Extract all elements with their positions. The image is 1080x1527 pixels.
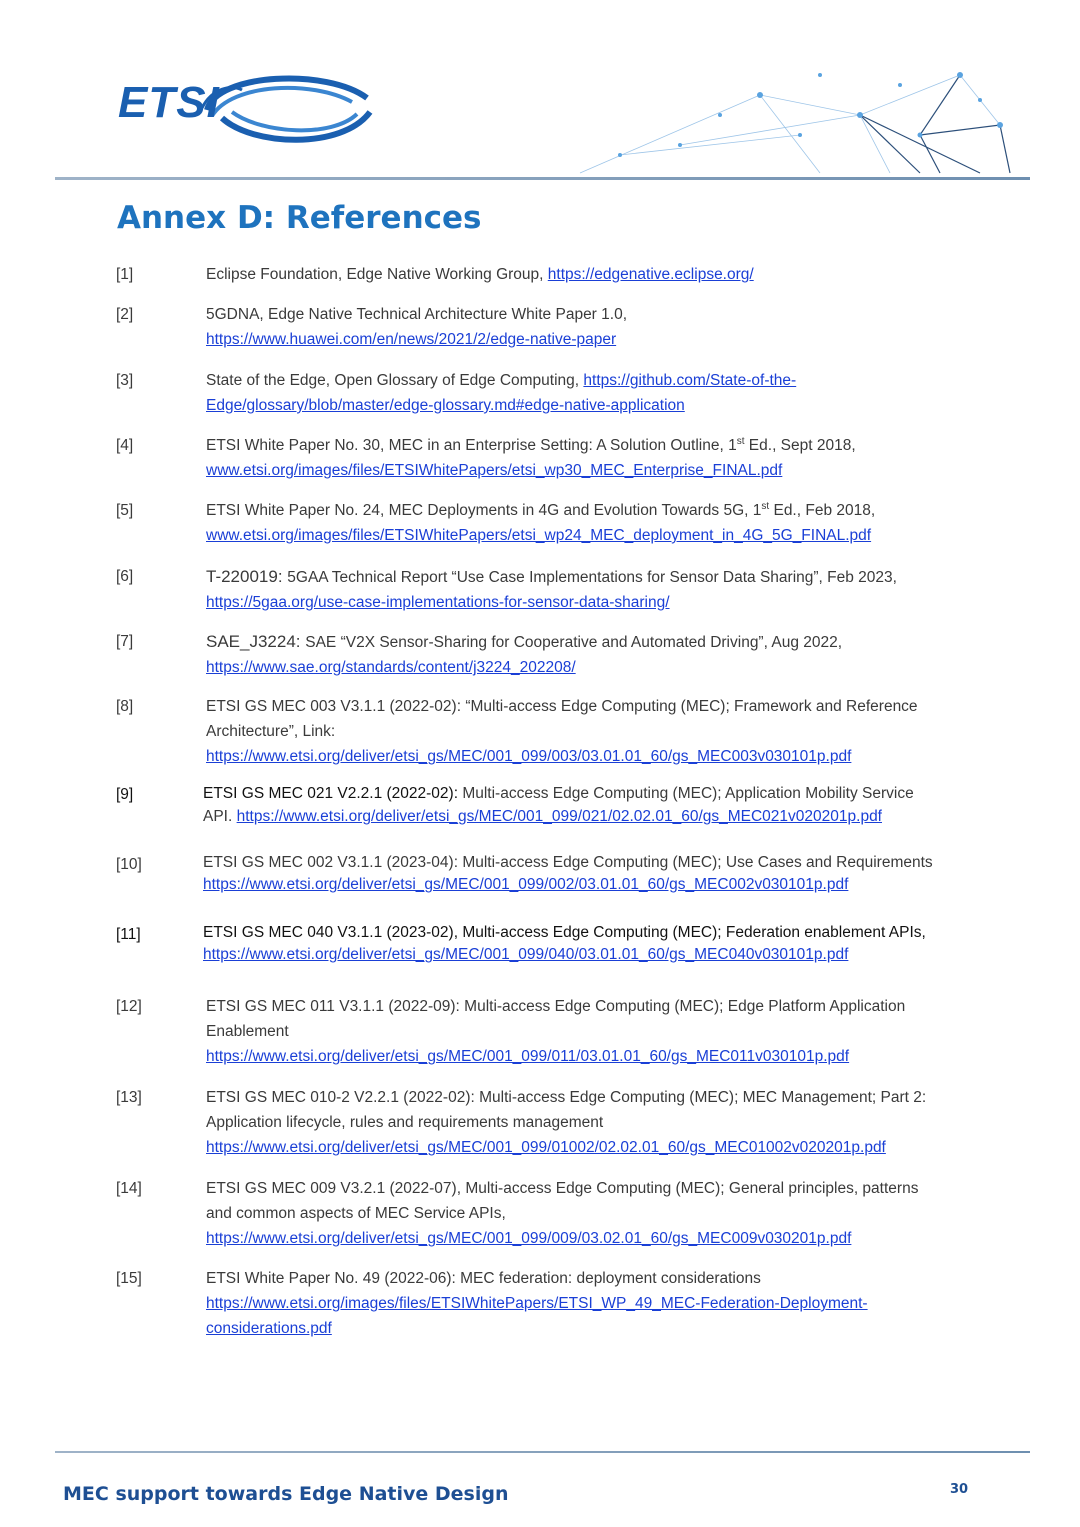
reference-text: ETSI GS MEC 010-2 V2.2.1 (2022-02): Multi-access Edge Computing (MEC); MEC Management; Part 2: xyxy=(206,1089,927,1106)
superscript: st xyxy=(736,435,745,447)
reference-number: [1] xyxy=(116,266,134,283)
reference-code: SAE_J3224: xyxy=(206,632,306,651)
reference-text: ETSI GS MEC 011 V3.1.1 (2022-09): Multi-access Edge Computing (MEC); Edge Platform Application xyxy=(206,998,906,1015)
reference-link[interactable]: https://github.com/State-of-the- xyxy=(583,372,797,389)
reference-body xyxy=(206,302,966,352)
superscript: st xyxy=(761,500,770,512)
reference-body xyxy=(206,994,966,1069)
reference-link[interactable]: https://www.etsi.org/deliver/etsi_gs/MEC/001_099/003/03.01.01_60/gs_MEC003v030101p.pdf xyxy=(206,748,852,765)
reference-number: [5] xyxy=(116,502,134,519)
reference-body xyxy=(206,1085,966,1160)
reference-body xyxy=(206,262,966,287)
reference-body xyxy=(206,498,966,548)
reference-link[interactable]: https://www.etsi.org/deliver/etsi_gs/MEC/001_099/01002/02.02.01_60/gs_MEC01002v020201p.pdf xyxy=(206,1139,886,1156)
reference-text: ETSI GS MEC 002 V3.1.1 (2023-04): Multi-access Edge Computing (MEC); Use Cases and Requirements xyxy=(203,854,933,871)
reference-body xyxy=(206,1176,966,1251)
reference-body xyxy=(206,629,966,680)
reference-body xyxy=(206,564,966,615)
network-graphic-icon xyxy=(560,55,1040,185)
reference-text-line2: and common aspects of MEC Service APIs, xyxy=(206,1205,506,1222)
reference-number: [11] xyxy=(116,926,141,943)
reference-number: [6] xyxy=(116,568,134,585)
header-divider xyxy=(55,177,1030,180)
reference-link[interactable]: https://www.etsi.org/images/files/ETSIWhitePapers/ETSI_WP_49_MEC-Federation-Deployment- xyxy=(206,1295,868,1312)
footer-divider xyxy=(55,1451,1030,1453)
reference-text: Eclipse Foundation, Edge Native Working Group, xyxy=(206,266,548,283)
reference-text: ETSI White Paper No. 24, MEC Deployments in 4G and Evolution Towards 5G, 1 xyxy=(206,502,762,519)
reference-body xyxy=(203,922,963,966)
reference-link[interactable]: https://edgenative.eclipse.org/ xyxy=(547,266,754,283)
reference-body xyxy=(206,694,966,769)
reference-number: [13] xyxy=(116,1089,142,1106)
reference-text: ETSI GS MEC 009 V3.2.1 (2022-07), Multi-access Edge Computing (MEC); General principles, patterns xyxy=(206,1180,919,1197)
reference-number: [14] xyxy=(116,1180,142,1197)
page-title: Annex D: References xyxy=(117,200,482,236)
reference-text-end: Ed., Sept 2018, xyxy=(744,437,856,454)
reference-number: [3] xyxy=(116,372,134,389)
reference-link[interactable]: https://5gaa.org/use-case-implementations-for-sensor-data-sharing/ xyxy=(206,594,670,611)
reference-text: ETSI GS MEC 003 V3.1.1 (2022-02): “Multi-access Edge Computing (MEC); Framework and Reference xyxy=(206,698,918,715)
reference-link[interactable]: www.etsi.org/images/files/ETSIWhitePapers/etsi_wp30_MEC_Enterprise_FINAL.pdf xyxy=(206,462,783,479)
reference-code: ETSI GS MEC 021 V2.2.1 (2022-02): xyxy=(203,785,463,802)
reference-text: 5GAA Technical Report “Use Case Implementations for Sensor Data Sharing”, Feb 2023, xyxy=(287,569,897,586)
reference-link[interactable]: https://www.huawei.com/en/news/2021/2/edge-native-paper xyxy=(206,331,617,348)
reference-body xyxy=(203,852,963,896)
reference-text-line2: Architecture”, Link: xyxy=(206,723,336,740)
reference-link[interactable]: https://www.sae.org/standards/content/j3224_202208/ xyxy=(206,659,576,676)
reference-text-line2: Enablement xyxy=(206,1023,289,1040)
reference-link[interactable]: https://www.etsi.org/deliver/etsi_gs/MEC/001_099/002/03.01.01_60/gs_MEC002v030101p.pdf xyxy=(203,876,849,893)
reference-number: [12] xyxy=(116,998,142,1015)
reference-text: ETSI White Paper No. 30, MEC in an Enterprise Setting: A Solution Outline, 1 xyxy=(206,437,737,454)
reference-text: ETSI White Paper No. 49 (2022-06): MEC federation: deployment considerations xyxy=(206,1270,761,1287)
reference-link-continued[interactable]: Edge/glossary/blob/master/edge-glossary.md#edge-native-application xyxy=(206,397,685,414)
reference-number: [8] xyxy=(116,698,134,715)
reference-link[interactable]: https://www.etsi.org/deliver/etsi_gs/MEC/001_099/040/03.01.01_60/gs_MEC040v030101p.pdf xyxy=(203,946,849,963)
reference-text: ETSI GS MEC 040 V3.1.1 (2023-02), Multi-access Edge Computing (MEC); Federation enablement APIs, xyxy=(203,924,926,941)
reference-number: [15] xyxy=(116,1270,142,1287)
reference-text-line2: Application lifecycle, rules and requirements management xyxy=(206,1114,604,1131)
reference-text: 5GDNA, Edge Native Technical Architecture White Paper 1.0, xyxy=(206,306,628,323)
reference-code: T-220019: xyxy=(206,567,288,586)
reference-link[interactable]: https://www.etsi.org/deliver/etsi_gs/MEC/001_099/021/02.02.01_60/gs_MEC021v020201p.pdf xyxy=(236,808,882,825)
reference-body xyxy=(206,1266,966,1341)
reference-link[interactable]: https://www.etsi.org/deliver/etsi_gs/MEC/001_099/011/03.01.01_60/gs_MEC011v030101p.pdf xyxy=(206,1048,850,1065)
reference-link[interactable]: https://www.etsi.org/deliver/etsi_gs/MEC/001_099/009/03.02.01_60/gs_MEC009v030201p.pdf xyxy=(206,1230,852,1247)
reference-text: SAE “V2X Sensor-Sharing for Cooperative and Automated Driving”, Aug 2022, xyxy=(305,634,843,651)
reference-number: [7] xyxy=(116,633,134,650)
reference-body xyxy=(206,368,966,418)
reference-body xyxy=(203,782,963,828)
page-number: 30 xyxy=(950,1482,969,1497)
reference-number: [2] xyxy=(116,306,134,323)
reference-text: State of the Edge, Open Glossary of Edge Computing, xyxy=(206,372,584,389)
etsi-logo xyxy=(112,68,382,152)
reference-number: [4] xyxy=(116,437,134,454)
reference-number: [10] xyxy=(116,856,142,873)
footer-document-title: MEC support towards Edge Native Design xyxy=(63,1483,509,1505)
reference-text-line2: API. xyxy=(203,808,237,825)
reference-link[interactable]: www.etsi.org/images/files/ETSIWhitePapers/etsi_wp24_MEC_deployment_in_4G_5G_FINAL.pdf xyxy=(206,527,872,544)
reference-text: Multi-access Edge Computing (MEC); Application Mobility Service xyxy=(462,785,914,802)
reference-number: [9] xyxy=(116,786,134,803)
logo-text: ETSI xyxy=(118,78,220,127)
reference-link-continued[interactable]: considerations.pdf xyxy=(206,1320,332,1337)
reference-body xyxy=(206,433,966,483)
reference-text-end: Ed., Feb 2018, xyxy=(769,502,876,519)
